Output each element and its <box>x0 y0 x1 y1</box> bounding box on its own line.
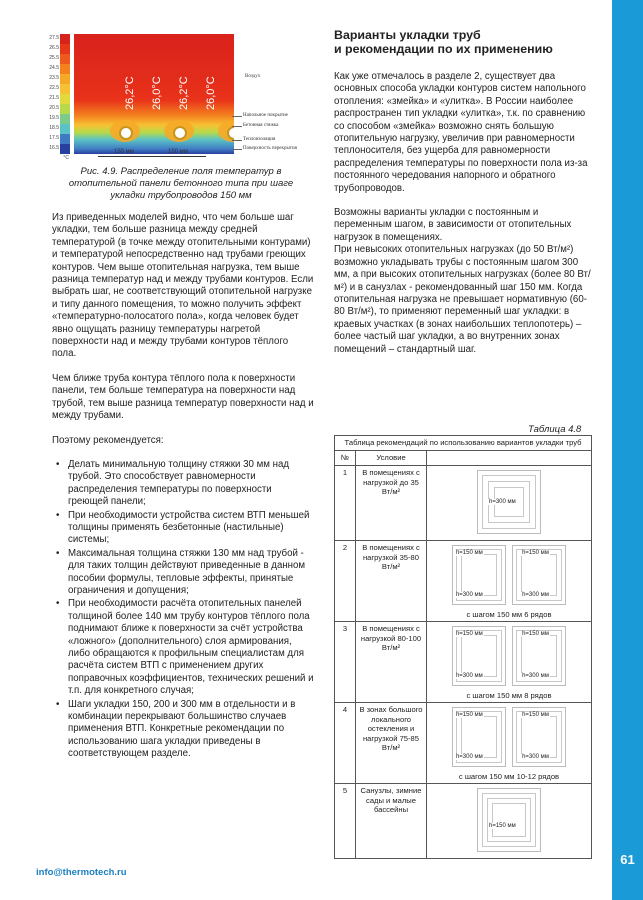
row-number: 1 <box>335 466 356 541</box>
list-item: • Делать минимальную толщину стяжки 30 мм над трубой. Это способствует равномерности распределения температуры по поверхности греющей панели; <box>52 459 314 509</box>
row-number: 5 <box>335 784 356 859</box>
pipe-loop <box>521 635 557 677</box>
scale-unit: °C <box>63 155 69 161</box>
scale-label: 21.5 <box>49 95 59 101</box>
paragraph: При невысоких отопительных нагрузках (до 50 Вт/м²) возможно укладывать трубы с постоянным шагом 300 мм, а при высоких отопительных нагрузках (более 80 Вт/м²) и в санузлах - рекомендованный шаг 150 мм. Когда отопительная нагрузка не превышает нормативную (60-80 Вт/м²), то применяют переменный шаг укладки: в краевых участках (в зонах наибольших теплопотерь) – более частый шаг укладки, а во внутренних зонах помещений – стандартный шаг. <box>334 244 591 355</box>
temp-label: 26,2°C <box>178 76 190 110</box>
scale-label: 23.5 <box>49 75 59 81</box>
scale-label: 20.5 <box>49 105 59 111</box>
scale-swatch <box>60 94 70 104</box>
row-condition: В помещениях с нагрузкой до 35 Вт/м² <box>356 466 427 541</box>
paragraph: Возможны варианты укладки с постоянным и переменным шагом, в зависимости от отопительных нагрузок в помещениях. <box>334 207 572 243</box>
table-row <box>335 466 592 541</box>
table-title: Таблица рекомендаций по использованию вариантов укладки труб <box>335 436 592 451</box>
pipe-layout-diagram <box>512 545 566 605</box>
pipe-section <box>119 126 133 140</box>
row-condition: В помещениях с нагрузкой 80-100 Вт/м² <box>356 622 427 703</box>
pitch-label: h=150 мм <box>522 631 549 637</box>
pitch-label: h=150 мм <box>522 712 549 718</box>
scale-label: 22.5 <box>49 85 59 91</box>
scale-label: 27.5 <box>49 35 59 41</box>
scale-swatch <box>60 74 70 84</box>
scale-swatch <box>60 44 70 54</box>
step-note: с шагом 150 мм 10-12 рядов <box>458 772 560 781</box>
heading-line: Варианты укладки труб <box>334 28 481 42</box>
paragraph: Поэтому рекомендуется: <box>52 434 164 446</box>
leader-line <box>232 140 242 141</box>
temp-label: 26,0°C <box>151 76 163 110</box>
dimension-label: 150 мм <box>168 149 188 155</box>
pipe-loop <box>461 716 497 758</box>
scale-label: 26.5 <box>49 45 59 51</box>
list-item: • При необходимости устройства систем ВТП меньшей толщины применять безбетонные (настильные) системы; <box>52 510 314 547</box>
pipe-loop <box>521 554 557 596</box>
scale-label: 25.5 <box>49 55 59 61</box>
pipe-loop <box>461 554 497 596</box>
pitch-label: h=150 мм <box>522 550 549 556</box>
right-column <box>334 71 596 368</box>
air-label: Воздух <box>245 74 261 79</box>
pipe-layout-diagram <box>452 626 506 686</box>
row-scheme <box>427 541 592 622</box>
paragraph: Из приведенных моделей видно, что чем больше шаг укладки, тем больше разница между средней температурой (в точке между отопительными контурами) и температурой непосредственно над трубами греющих контуров. Чем выше отопительная нагрузка, тем выше разница температур над и между трубами контуров. Если выбрать шаг, не соответствующий отопительной нагрузке и типу данного помещения, то можно получить эффект «температурно-полосатого пола», когда человек будет явно ощущать разницу температуры нагретой поверхности над и между трубами контуров тёплого пола. <box>52 212 314 360</box>
table-row <box>335 784 592 859</box>
pitch-label: h=150 мм <box>455 631 483 637</box>
pitch-label: h=300 мм <box>522 754 549 760</box>
pipe-loop <box>521 716 557 758</box>
layer-label: Поверхность перекрытия <box>243 146 297 151</box>
layer-label: Бетонная стяжка <box>243 123 279 128</box>
step-note: с шагом 150 мм 6 рядов <box>466 610 552 619</box>
table-caption: Таблица 4.8 <box>528 424 582 435</box>
pipe-layout-diagram <box>477 470 541 534</box>
scale-swatch <box>60 84 70 94</box>
pipe-layout-diagram <box>452 545 506 605</box>
thermal-figure <box>46 30 306 165</box>
recommendation-table <box>334 435 592 859</box>
left-column <box>52 212 314 762</box>
page-number: 61 <box>620 852 635 867</box>
thermal-map <box>74 34 234 154</box>
layer-label: Напольное покрытие <box>243 113 288 118</box>
pitch-label: h=300 мм <box>489 499 516 505</box>
temp-label: 26,0°C <box>205 76 217 110</box>
row-scheme <box>427 703 592 784</box>
list-item: • Шаги укладки 150, 200 и 300 мм в отдельности и в комбинации перекрывают большинство случаев применения ВТП. Конкретные рекомендации по использованию шага укладки приведены в соответствующем разделе. <box>52 699 314 761</box>
pitch-label: h=300 мм <box>455 592 483 598</box>
table-row <box>335 703 592 784</box>
paragraph: Чем ближе труба контура тёплого пола к поверхности панели, тем больше температура на поверхности над трубой, тем выше разница температур поверхности над и между трубами. <box>52 372 314 422</box>
figure-caption: Рис. 4.9. Распределение поля температур в отопительной панели бетонного типа при шаге укладки трубопроводов 150 мм <box>68 166 294 201</box>
row-condition: В зонах большого локального остекления и нагрузкой 75-85 Вт/м² <box>356 703 427 784</box>
pitch-label: h=150 мм <box>455 550 483 556</box>
pipe-layout-diagram <box>477 788 541 852</box>
section-heading <box>334 28 604 56</box>
row-number: 2 <box>335 541 356 622</box>
pipe-section <box>227 126 234 140</box>
heading-line: и рекомендации по их применению <box>334 42 553 56</box>
scale-swatch <box>60 114 70 124</box>
column-header-number: № <box>335 451 356 466</box>
pipe-layout-diagram <box>512 626 566 686</box>
column-header-condition: Условие <box>356 451 427 466</box>
row-scheme <box>427 622 592 703</box>
pipe-layout-diagram <box>452 707 506 767</box>
column-header-scheme <box>427 451 592 466</box>
scale-swatch <box>60 104 70 114</box>
scale-label: 24.5 <box>49 65 59 71</box>
scale-swatch <box>60 124 70 134</box>
dimension-label: 150 мм <box>114 149 134 155</box>
pitch-label: h=150 мм <box>455 712 483 718</box>
scale-label: 16.5 <box>49 145 59 151</box>
side-accent-bar <box>612 0 643 900</box>
row-scheme <box>427 466 592 541</box>
scale-label: 17.5 <box>49 135 59 141</box>
footer-email-link[interactable]: info@thermotech.ru <box>36 867 127 878</box>
layer-label: Теплоизоляция <box>243 137 276 142</box>
row-number: 3 <box>335 622 356 703</box>
recommendation-list <box>52 459 314 761</box>
table-row <box>335 541 592 622</box>
pitch-label: h=300 мм <box>455 754 483 760</box>
pipe-loop <box>492 803 526 837</box>
leader-line <box>232 149 242 150</box>
scale-swatch <box>60 54 70 64</box>
temperature-scale <box>46 34 72 161</box>
list-item: • Максимальная толщина стяжки 130 мм над трубой - для таких толщин действуют приведенные в данном пособии формулы, тепловые эффекты, принятые ограничения и допущения; <box>52 548 314 598</box>
scale-swatch <box>60 134 70 144</box>
dimension-line <box>98 156 206 157</box>
pitch-label: h=300 мм <box>522 592 549 598</box>
pitch-label: h=150 мм <box>489 823 516 829</box>
pipe-loop <box>461 635 497 677</box>
pitch-label: h=300 мм <box>522 673 549 679</box>
row-condition: Санузлы, зимние сады и малые бассейны <box>356 784 427 859</box>
row-scheme <box>427 784 592 859</box>
scale-label: 18.5 <box>49 125 59 131</box>
scale-swatch <box>60 64 70 74</box>
list-item: • При необходимости расчёта отопительных панелей толщиной более 140 мм трубу контуров тёплого пола поднимают ближе к поверхности за счёт устройства «ложного» (дополнительного) слоя армирования, либо обращаются к профильным специалистам для расчёта систем ВТП с применением других поправочных коэффициентов, технических решений и т.п. для конкретного случая; <box>52 598 314 697</box>
table-row <box>335 622 592 703</box>
leader-line <box>232 116 242 117</box>
pitch-label: h=300 мм <box>455 673 483 679</box>
pipe-section <box>173 126 187 140</box>
leader-line <box>232 126 242 127</box>
row-condition: В помещениях с нагрузкой 35-80 Вт/м² <box>356 541 427 622</box>
step-note: с шагом 150 мм 8 рядов <box>466 691 552 700</box>
pipe-layout-diagram <box>512 707 566 767</box>
paragraph: Как уже отмечалось в разделе 2, существует два основных способа укладки контуров систем напольного отопления: «змейка» и «улитка». В России наиболее распространен тип укладки «улитка», т.к. по сравнению со способом «змейка» возможно снять большую отопительную нагрузку, увеличив при равномерности теплоносителя, без ущерба для равномерности распределения температуры по поверхности пола из-за постоянного чередования напорного и обратного трубопроводов. <box>334 71 588 194</box>
row-number: 4 <box>335 703 356 784</box>
temp-label: 26,2°C <box>124 76 136 110</box>
scale-swatch <box>60 144 70 154</box>
scale-swatch <box>60 34 70 44</box>
scale-label: 19.5 <box>49 115 59 121</box>
